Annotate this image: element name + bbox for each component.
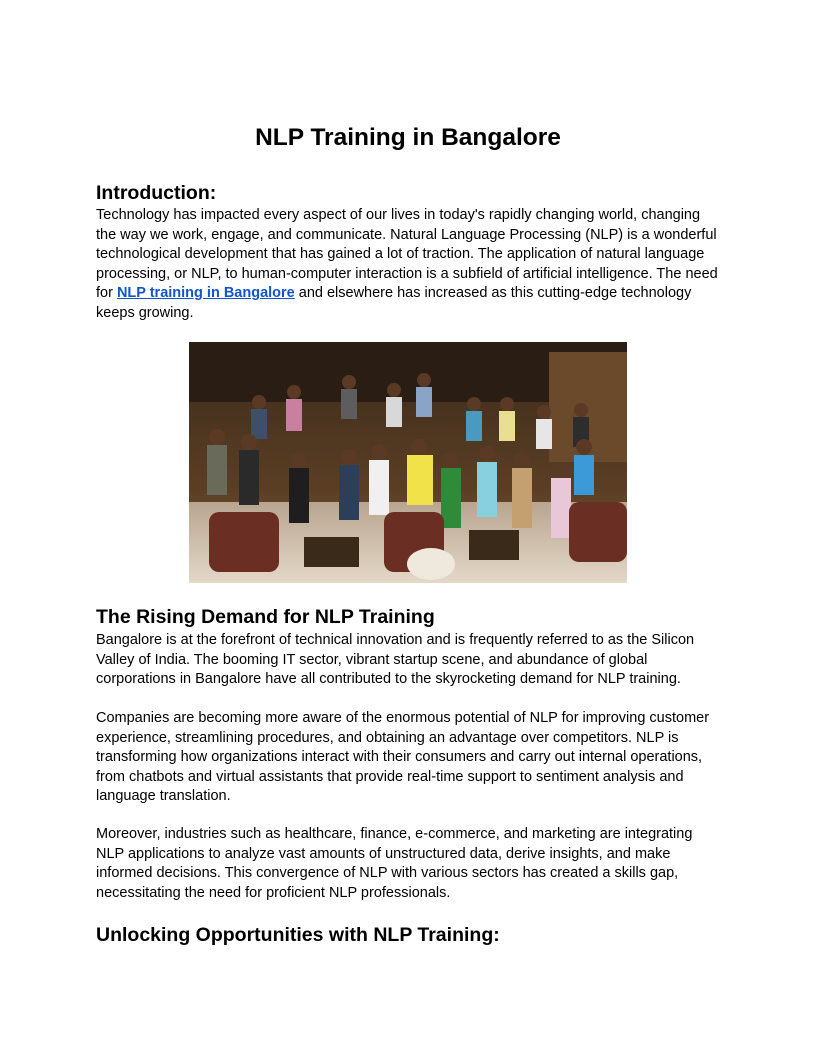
- nlp-training-link[interactable]: NLP training in Bangalore: [116, 285, 295, 301]
- intro-text-after-link: and elsewhere has increased as this cutting-edge technology keeps growing.: [96, 285, 692, 321]
- demand-heading: The Rising Demand for NLP Training: [96, 606, 435, 628]
- page-title: NLP Training in Bangalore: [255, 124, 561, 151]
- intro-paragraph: [96, 206, 720, 323]
- demand-paragraph-1: Bangalore is at the forefront of technical innovation and is frequently referred to as the Silicon Valley of India. The booming IT sector, vibrant startup scene, and abundance of global corporations in Bangalore have all contributed to the skyrocketing demand for NLP training.: [96, 632, 695, 687]
- opportunities-heading: Unlocking Opportunities with NLP Training:: [96, 924, 500, 946]
- demand-paragraph-2: Companies are becoming more aware of the enormous potential of NLP for improving customer experience, streamlining procedures, and obtaining an advantage over competitors. NLP is transforming how organizations interact with their consumers and carry out internal operations, from chatbots and virtual assistants that provide real-time support to sentiment analysis and language translation.: [96, 710, 710, 804]
- demand-paragraph-3: Moreover, industries such as healthcare, finance, e-commerce, and marketing are integrating NLP applications to analyze vast amounts of unstructured data, derive insights, and make informed decisions. This convergence of NLP with various sectors has created a skills gap, necessitating the need for proficient NLP professionals.: [96, 826, 693, 901]
- group-photo: [189, 342, 627, 583]
- intro-text-before-link: Technology has impacted every aspect of our lives in today's rapidly changing world, changing the way we work, engage, and communicate. Natural Language Processing (NLP) is a wonderful technological development that has gained a lot of traction. The application of natural language processing, or NLP, to human-computer interaction is a subfield of artificial intelligence. The need for: [96, 207, 718, 301]
- intro-heading: Introduction:: [96, 182, 217, 204]
